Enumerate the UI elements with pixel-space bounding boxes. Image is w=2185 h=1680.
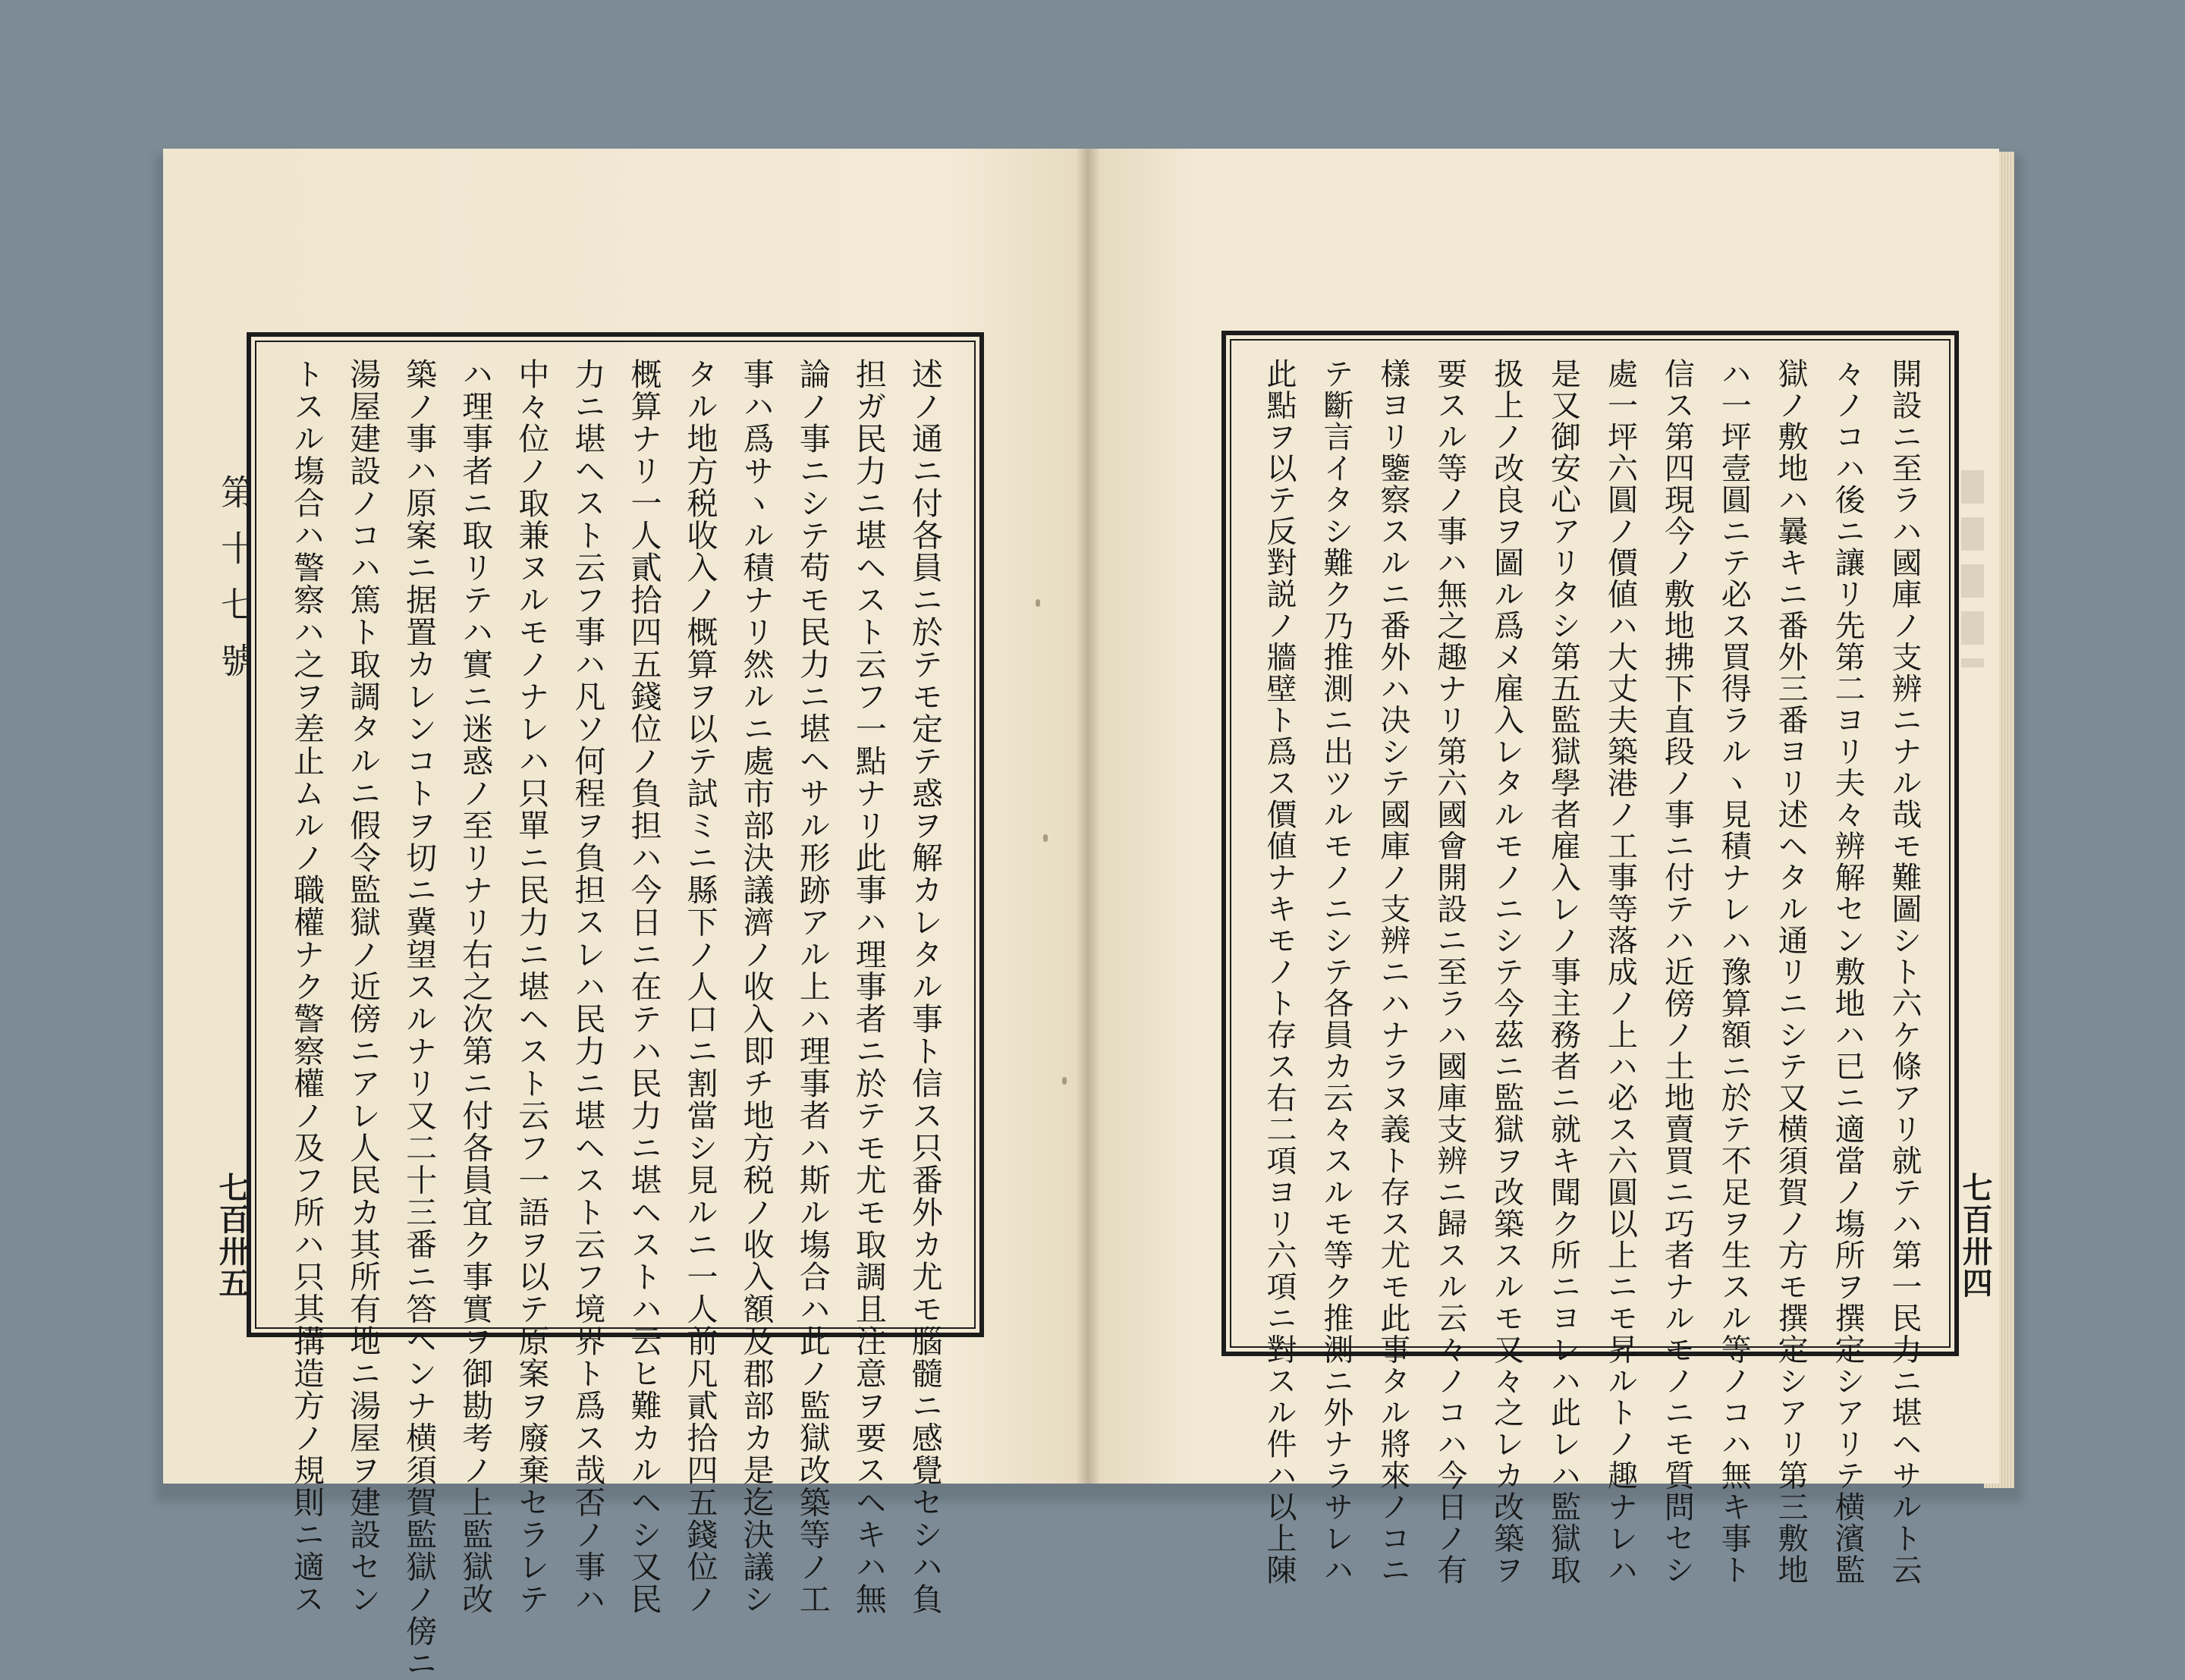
book-gutter [1076,149,1100,1484]
paper-speck [1062,1077,1067,1085]
page-number-right: 七百卅四 [1957,1172,1993,1299]
text-column: 述ノ通ニ付各員ニ於テモ定テ惑ヲ解カレタル事ト信ス只番外カ尤モ腦髓ニ感覺セシハ負 [906,358,943,1616]
text-column: 論ノ事ニシテ苟モ民力ニ堪ヘサル形跡アル上ハ理事者ハ斯ル塲合ハ此ノ監獄改築等ノ工 [794,358,831,1616]
text-column: 要スル等ノ事ハ無之趣ナリ第六國會開設ニ至ラハ國庫支辨ニ歸スル云々ノコハ今日ノ有 [1432,358,1467,1586]
margin-title: 第十七號 [215,474,256,699]
text-column: トスル塲合ハ警察ハ之ヲ差止ムルノ職權ナク警察權ノ及フ所ハ只其搆造方ノ規則ニ適ス [288,358,325,1616]
text-column: 力ニ堪ヘスト云フ事ハ凡ソ何程ヲ負担スレハ民力ニ堪ヘスト云フ境界ト爲ス哉否ノ事ハ [569,358,606,1616]
text-column: 事ハ爲サヽル積ナリ然ルニ處市部決議濟ノ收入即チ地方税ノ收入額及郡部カ是迄決議シ [737,358,775,1616]
text-column: テ斷言イタシ難ク乃推測ニ出ツルモノニシテ各員カ云々スルモ等ク推測ニ外ナラサレハ [1318,358,1353,1586]
bleed-through-text [1961,470,1984,667]
right-text-frame [1221,331,1959,1586]
text-column: 此點ヲ以テ反對説ノ牆壁ト爲ス價値ナキモノト存ス右二項ヨリ六項ニ對スル件ハ以上陳 [1262,358,1297,1586]
page-number-left: 七百卅五 [214,1172,250,1299]
right-text-block [1262,358,1922,1586]
text-column: 樣ヨリ鑒察スルニ番外ハ决シテ國庫ノ支辨ニハナラヌ義ト存ス尤モ此事タル將來ノコニ [1375,358,1410,1586]
text-column: 處一坪六圓ノ價値ハ大丈夫築港ノ工事等落成ノ上ハ必ス六圓以上ニモ昇ルトノ趣ナレハ [1602,358,1638,1586]
text-column: 獄ノ敷地ハ曩キニ番外三番ヨリ述ヘタル通リニシテ又横須賀ノ方モ撰定シアリ第三敷地 [1773,358,1809,1586]
text-column: 担ガ民力ニ堪ヘスト云フ一點ナリ此事ハ理事者ニ於テモ尤モ取調且注意ヲ要スヘキハ無 [850,358,887,1616]
text-column: 中々位ノ取兼ヌルモノナレハ只單ニ民力ニ堪ヘスト云フ一語ヲ以テ原案ヲ廢棄セラレテ [513,358,550,1616]
left-text-frame [247,332,984,1680]
text-column: 概算ナリ一人貳拾四五錢位ノ負担ハ今日ニ在テハ民力ニ堪ヘストハ云ヒ難カルヘシ又民 [625,358,662,1616]
paper-speck [1036,599,1040,607]
text-column: 扱上ノ改良ヲ圖ル爲メ雇入レタルモノニシテ今茲ニ監獄ヲ改築スルモ又々之レカ改築ヲ [1489,358,1524,1586]
text-column: タル地方税收入ノ概算ヲ以テ試ミニ縣下ノ人口ニ割當シ見ルニ一人前凡貳拾四五錢位ノ [681,358,718,1616]
text-column: 湯屋建設ノコハ篤ト取調タルニ假令監獄ノ近傍ニアレ人民カ其所有地ニ湯屋ヲ建設セン [344,358,382,1616]
text-column: 々ノコハ後ニ讓リ先第二ヨリ夫々辨解セン敷地ハ已ニ適當ノ塲所ヲ撰定シアリテ横濱監 [1830,358,1866,1586]
left-text-block [288,358,943,1680]
text-column: 是又御安心アリタシ第五監獄學者雇入レノ事主務者ニ就キ聞ク所ニヨレハ此レハ監獄取 [1545,358,1581,1586]
text-column: ハ一坪壹圓ニテ必ス買得ラルヽ見積ナレハ豫算額ニ於テ不足ヲ生スル等ノコハ無キ事ト [1716,358,1752,1586]
text-column: 開設ニ至ラハ國庫ノ支辨ニナル哉モ難圖シト六ケ條アリ就テハ第一民力ニ堪ヘサルト云 [1886,358,1922,1586]
text-column: 築ノ事ハ原案ニ据置カレンコトヲ切ニ冀望スルナリ又二十三番ニ答ヘンナ横須賀監獄ノ傍ニ [401,358,438,1680]
text-column: 信ス第四現今ノ敷地拂下直段ノ事ニ付テハ近傍ノ土地賣買ニ巧者ナルモノニモ質問セシ [1659,358,1695,1586]
paper-speck [1043,834,1048,842]
text-column: ハ理事者ニ取リテハ實ニ迷惑ノ至リナリ右之次第ニ付各員宜ク事實ヲ御勘考ノ上監獄改 [457,358,494,1616]
